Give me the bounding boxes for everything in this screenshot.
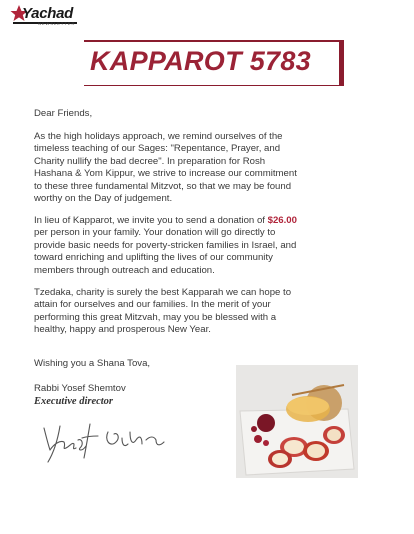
signer-name: Rabbi Yosef Shemtov (34, 383, 126, 394)
text-line: Hashana & Yom Kippur, we strive to increase our commitment (34, 168, 297, 180)
paragraph-3 (34, 287, 364, 337)
logo-wordmark: Yachad (22, 5, 74, 22)
paragraph-2 (34, 215, 364, 277)
text-line: per person in your family. Your donation will go directly to (34, 227, 276, 239)
text-line: members through outreach and education. (34, 264, 215, 276)
text-line: to these three fundamental Mitzvot, so that we may be found (34, 180, 292, 192)
text-line (34, 215, 364, 227)
donation-amount: $26.00 (267, 215, 297, 226)
text-line: Charity nullify the bad decree". In preparation for Rosh (34, 155, 266, 167)
paragraph-1 (34, 131, 364, 205)
donation-intro: In lieu of Kapparot, we invite you to send a donation of (34, 215, 268, 226)
text-line: performing this great Mitzvah, may you be blessed with a (34, 311, 277, 323)
text-line: worthy on the Day of judgement. (34, 193, 173, 205)
text-line: timeless teaching of our Sages: "Repentance, Prayer, and (34, 143, 281, 155)
signer-role: Executive director (34, 396, 114, 407)
page-title: KAPPAROT 5783 (90, 46, 311, 76)
closing-line: Wishing you a Shana Tova, (34, 358, 151, 369)
apples-honey-photo (236, 365, 358, 478)
text-line: healthy, happy and prosperous New Year. (34, 324, 211, 336)
logo-tagline: NEWSLETTER (38, 21, 76, 26)
text-line: attain for ourselves and our families. In the merit of your (34, 299, 271, 311)
text-line: toward enriching and uplifting the lives of our community (34, 252, 273, 264)
text-line: Tzedaka, charity is surely the best Kapparah we can hope to (34, 287, 292, 298)
greeting: Dear Friends, (34, 108, 93, 119)
text-line: As the high holidays approach, we remind ourselves of the (34, 131, 283, 142)
text-line: provide basic needs for poverty-stricken families in Israel, and (34, 239, 297, 251)
handwritten-signature (38, 418, 178, 466)
